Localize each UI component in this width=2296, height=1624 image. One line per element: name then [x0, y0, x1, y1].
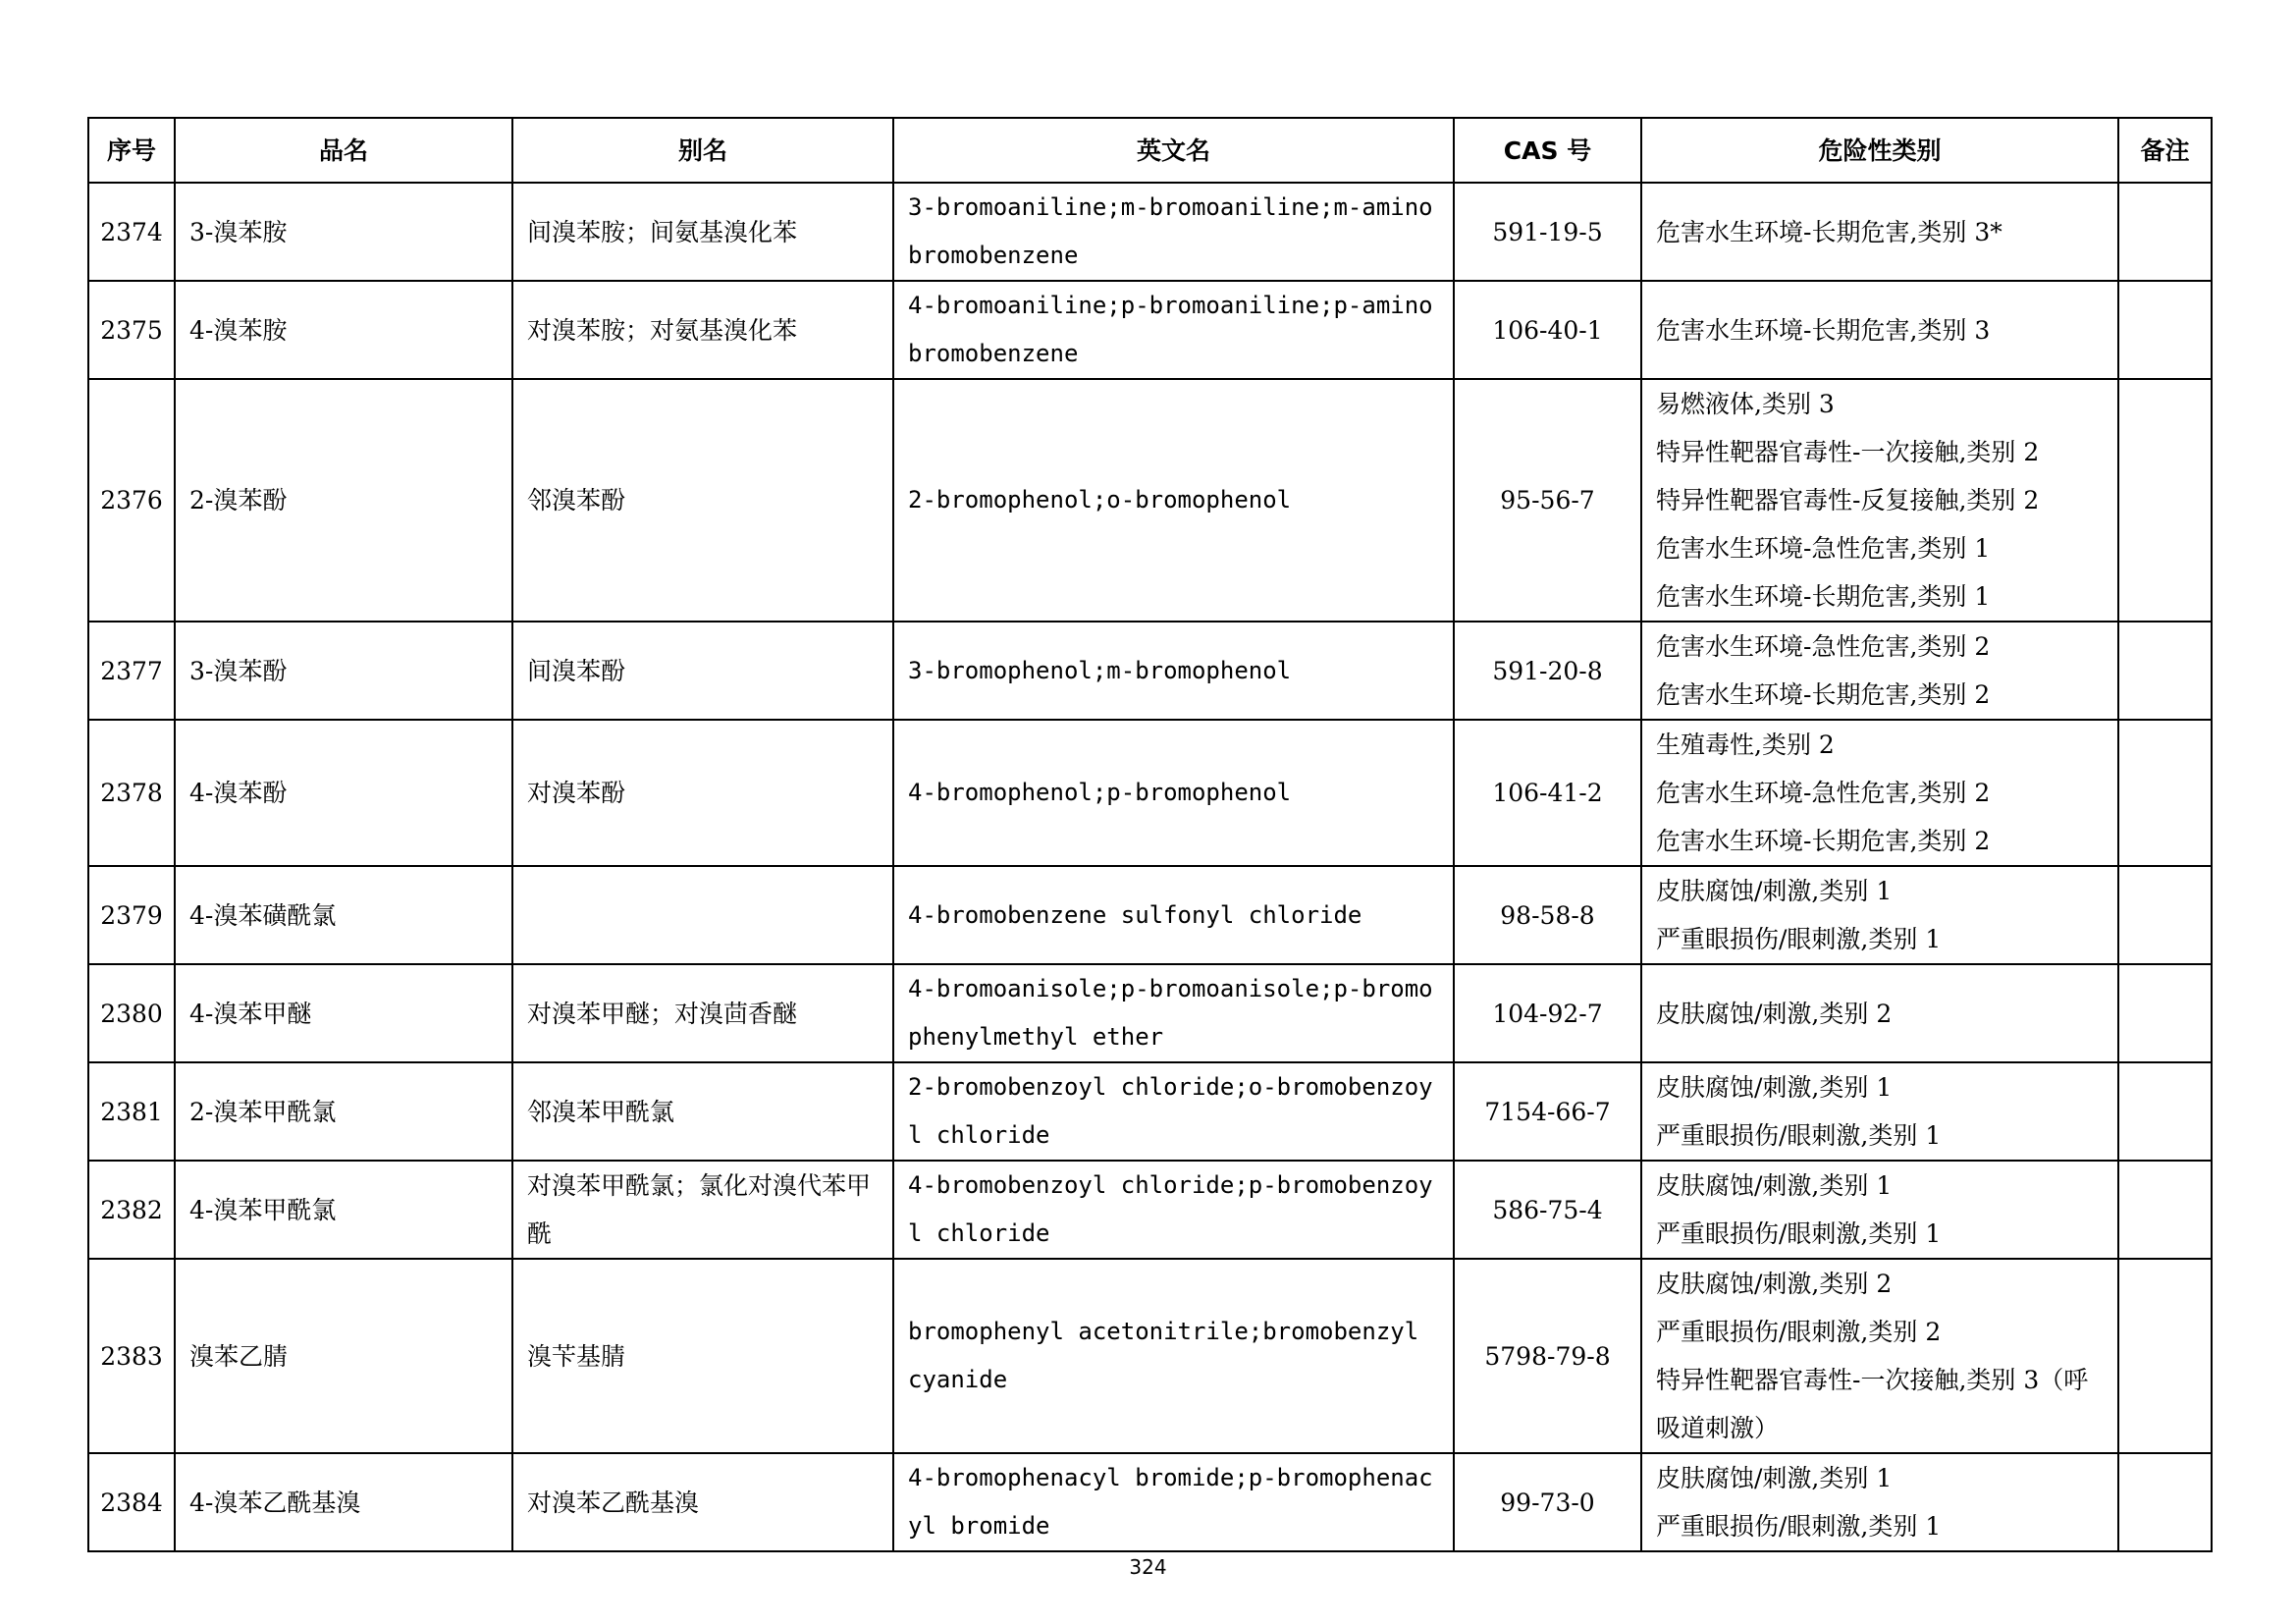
cell-note: [2118, 1259, 2212, 1453]
cell-english: 4-bromophenacyl bromide;p-bromophenacyl bromide: [893, 1453, 1454, 1551]
hazard-line: 皮肤腐蚀/刺激,类别 2: [1656, 1270, 1893, 1298]
cell-hazard: [1641, 1161, 2118, 1259]
cell-cas: 591-20-8: [1454, 622, 1641, 720]
cell-cas: 98-58-8: [1454, 866, 1641, 964]
cell-note: [2118, 720, 2212, 866]
hazard-line: 皮肤腐蚀/刺激,类别 1: [1656, 1464, 1893, 1492]
table-row: [88, 622, 2212, 720]
hazard-line: 易燃液体,类别 3: [1656, 390, 1835, 418]
cell-note: [2118, 1453, 2212, 1551]
cell-alias: 对溴苯甲醚；对溴茴香醚: [512, 964, 893, 1062]
cell-seq: 2382: [88, 1161, 175, 1259]
header-seq: 序号: [88, 118, 175, 183]
header-name: 品名: [175, 118, 512, 183]
cell-seq: 2377: [88, 622, 175, 720]
table-row: [88, 281, 2212, 379]
cell-alias: 邻溴苯酚: [512, 379, 893, 622]
cell-name: 3-溴苯胺: [175, 183, 512, 281]
hazard-line: 严重眼损伤/眼刺激,类别 2: [1656, 1318, 1942, 1346]
cell-hazard: [1641, 379, 2118, 622]
hazard-line: 严重眼损伤/眼刺激,类别 1: [1656, 925, 1942, 953]
table-row: [88, 964, 2212, 1062]
cell-cas: 95-56-7: [1454, 379, 1641, 622]
cell-hazard: [1641, 964, 2118, 1062]
cell-seq: 2379: [88, 866, 175, 964]
cell-note: [2118, 964, 2212, 1062]
cell-cas: 106-40-1: [1454, 281, 1641, 379]
cell-seq: 2374: [88, 183, 175, 281]
cell-name: 4-溴苯甲醚: [175, 964, 512, 1062]
hazard-line: 危害水生环境-长期危害,类别 3*: [1656, 217, 2002, 246]
cell-name: 4-溴苯胺: [175, 281, 512, 379]
header-cas: CAS 号: [1454, 118, 1641, 183]
cell-hazard: [1641, 281, 2118, 379]
hazard-line: 严重眼损伤/眼刺激,类别 1: [1656, 1121, 1942, 1150]
cell-alias: 溴苄基腈: [512, 1259, 893, 1453]
cell-hazard: [1641, 622, 2118, 720]
table-row: [88, 866, 2212, 964]
cell-english: 4-bromoanisole;p-bromoanisole;p-bromophenylmethyl ether: [893, 964, 1454, 1062]
cell-alias: 对溴苯酚: [512, 720, 893, 866]
cell-note: [2118, 281, 2212, 379]
cell-hazard: [1641, 1453, 2118, 1551]
cell-cas: 5798-79-8: [1454, 1259, 1641, 1453]
hazard-line: 危害水生环境-长期危害,类别 3: [1656, 315, 1991, 345]
cell-name: 4-溴苯乙酰基溴: [175, 1453, 512, 1551]
cell-english: 4-bromoaniline;p-bromoaniline;p-aminobromobenzene: [893, 281, 1454, 379]
table-row: [88, 1453, 2212, 1551]
hazard-line: 特异性靶器官毒性-反复接触,类别 2: [1656, 486, 2040, 514]
hazard-line: 严重眼损伤/眼刺激,类别 1: [1656, 1512, 1942, 1541]
cell-english: 4-bromobenzoyl chloride;p-bromobenzoyl chloride: [893, 1161, 1454, 1259]
cell-name: 2-溴苯甲酰氯: [175, 1062, 512, 1161]
hazard-line: 危害水生环境-急性危害,类别 2: [1656, 632, 1991, 661]
cell-alias: 邻溴苯甲酰氯: [512, 1062, 893, 1161]
cell-note: [2118, 183, 2212, 281]
hazard-line: 危害水生环境-急性危害,类别 2: [1656, 779, 1991, 807]
cell-english: bromophenyl acetonitrile;bromobenzyl cyanide: [893, 1259, 1454, 1453]
hazard-line: 皮肤腐蚀/刺激,类别 2: [1656, 999, 1893, 1028]
table-row: [88, 1259, 2212, 1453]
hazard-line: 危害水生环境-长期危害,类别 1: [1656, 582, 1991, 611]
cell-cas: 7154-66-7: [1454, 1062, 1641, 1161]
cell-cas: 586-75-4: [1454, 1161, 1641, 1259]
cell-name: 4-溴苯酚: [175, 720, 512, 866]
cell-seq: 2375: [88, 281, 175, 379]
cell-name: 溴苯乙腈: [175, 1259, 512, 1453]
hazard-line: 危害水生环境-长期危害,类别 2: [1656, 827, 1991, 855]
table-row: [88, 183, 2212, 281]
table-row: [88, 1161, 2212, 1259]
cell-alias: 间溴苯胺；间氨基溴化苯: [512, 183, 893, 281]
hazard-line: 危害水生环境-急性危害,类别 1: [1656, 534, 1991, 563]
cell-note: [2118, 379, 2212, 622]
table-row: [88, 379, 2212, 622]
cell-name: 3-溴苯酚: [175, 622, 512, 720]
hazard-line: 皮肤腐蚀/刺激,类别 1: [1656, 1073, 1893, 1102]
header-note: 备注: [2118, 118, 2212, 183]
table-row: [88, 720, 2212, 866]
cell-name: 2-溴苯酚: [175, 379, 512, 622]
cell-english: 2-bromobenzoyl chloride;o-bromobenzoyl chloride: [893, 1062, 1454, 1161]
cell-cas: 106-41-2: [1454, 720, 1641, 866]
table-header-row: [88, 118, 2212, 183]
cell-english: 3-bromoaniline;m-bromoaniline;m-aminobromobenzene: [893, 183, 1454, 281]
cell-seq: 2381: [88, 1062, 175, 1161]
cell-alias: 间溴苯酚: [512, 622, 893, 720]
page-number: 324: [1129, 1555, 1167, 1579]
cell-seq: 2384: [88, 1453, 175, 1551]
cell-hazard: [1641, 183, 2118, 281]
cell-hazard: [1641, 1062, 2118, 1161]
cell-note: [2118, 1062, 2212, 1161]
hazard-line: 严重眼损伤/眼刺激,类别 1: [1656, 1219, 1942, 1248]
cell-hazard: [1641, 866, 2118, 964]
hazard-line: 皮肤腐蚀/刺激,类别 1: [1656, 877, 1893, 905]
cell-english: 4-bromobenzene sulfonyl chloride: [893, 866, 1454, 964]
cell-note: [2118, 622, 2212, 720]
cell-english: 3-bromophenol;m-bromophenol: [893, 622, 1454, 720]
hazard-line: 危害水生环境-长期危害,类别 2: [1656, 680, 1991, 709]
cell-seq: 2376: [88, 379, 175, 622]
cell-alias: 对溴苯甲酰氯；氯化对溴代苯甲酰: [512, 1161, 893, 1259]
header-hazard: 危险性类别: [1641, 118, 2118, 183]
cell-seq: 2380: [88, 964, 175, 1062]
table-row: [88, 1062, 2212, 1161]
cell-name: 4-溴苯磺酰氯: [175, 866, 512, 964]
cell-seq: 2383: [88, 1259, 175, 1453]
cell-note: [2118, 1161, 2212, 1259]
hazard-line: 特异性靶器官毒性-一次接触,类别 2: [1656, 438, 2040, 466]
cell-name: 4-溴苯甲酰氯: [175, 1161, 512, 1259]
cell-cas: 104-92-7: [1454, 964, 1641, 1062]
cell-note: [2118, 866, 2212, 964]
cell-hazard: [1641, 1259, 2118, 1453]
hazard-line: 皮肤腐蚀/刺激,类别 1: [1656, 1171, 1893, 1200]
cell-english: 4-bromophenol;p-bromophenol: [893, 720, 1454, 866]
cell-english: 2-bromophenol;o-bromophenol: [893, 379, 1454, 622]
header-english: 英文名: [893, 118, 1454, 183]
hazard-line: 特异性靶器官毒性-一次接触,类别 3（呼吸道刺激）: [1656, 1366, 2089, 1442]
cell-hazard: [1641, 720, 2118, 866]
cell-cas: 99-73-0: [1454, 1453, 1641, 1551]
hazard-line: 生殖毒性,类别 2: [1656, 731, 1835, 759]
cell-alias: [512, 866, 893, 964]
header-alias: 别名: [512, 118, 893, 183]
cell-seq: 2378: [88, 720, 175, 866]
chemical-hazard-table: [87, 117, 2213, 1552]
cell-cas: 591-19-5: [1454, 183, 1641, 281]
cell-alias: 对溴苯乙酰基溴: [512, 1453, 893, 1551]
cell-alias: 对溴苯胺；对氨基溴化苯: [512, 281, 893, 379]
